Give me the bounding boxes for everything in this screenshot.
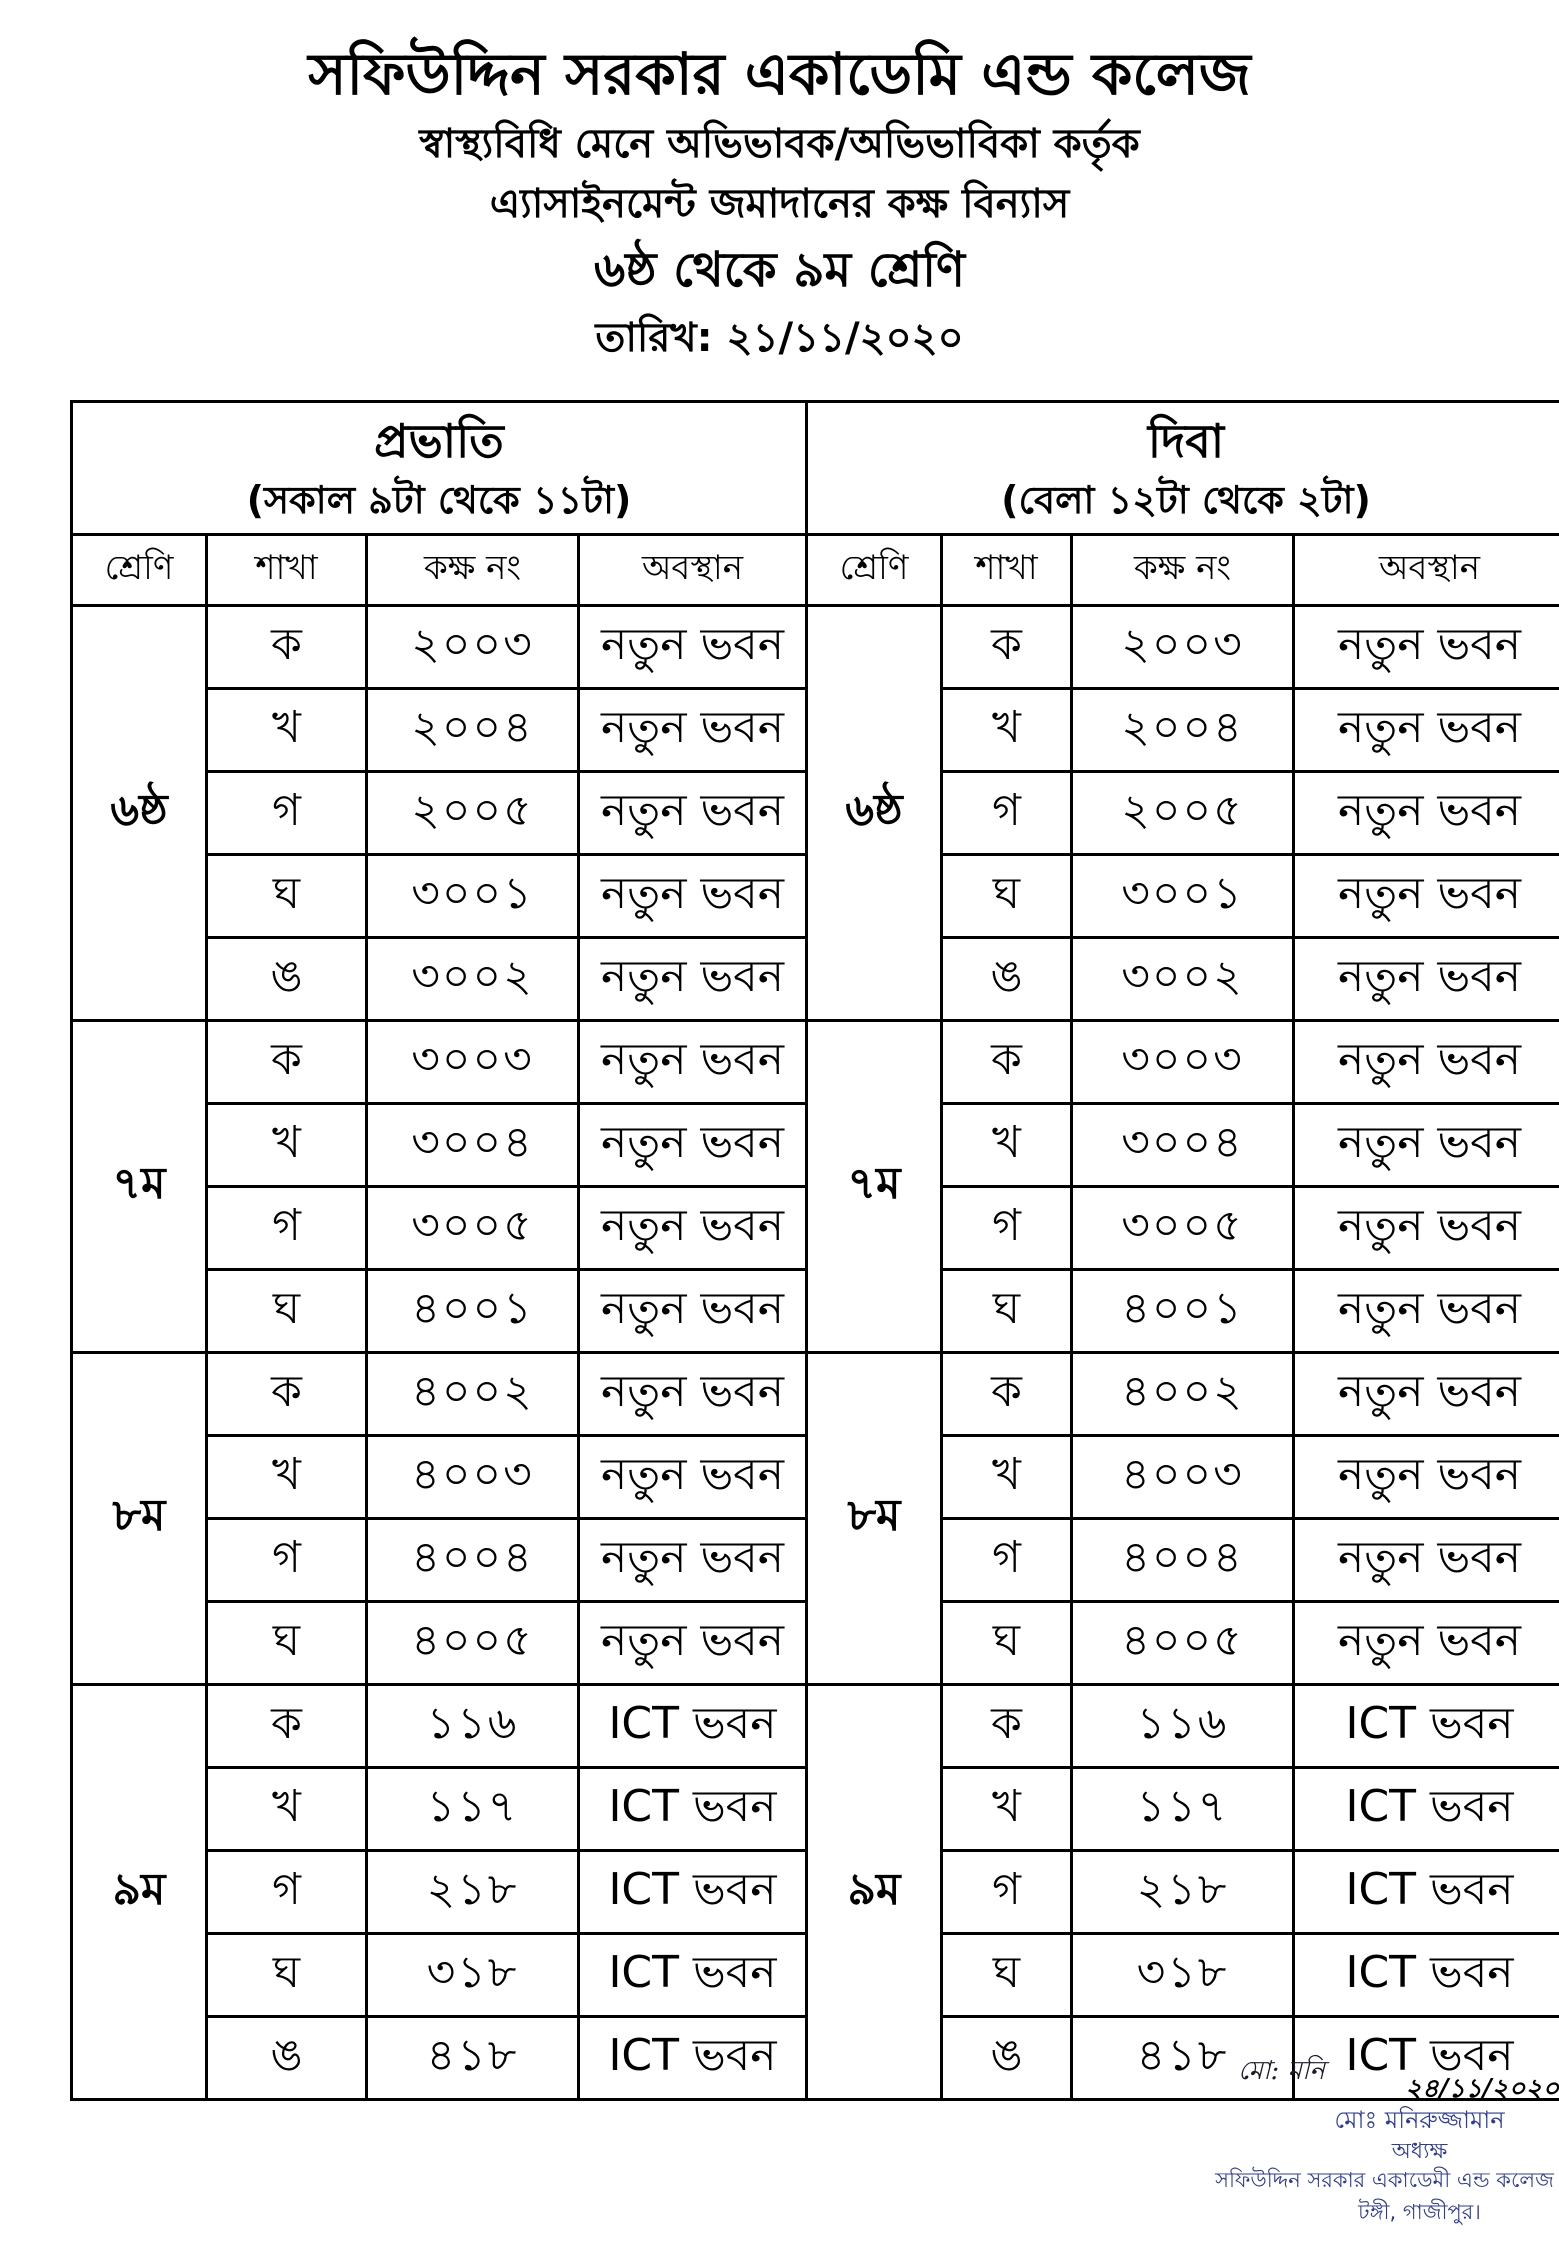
morning-section-cell: গ <box>207 772 367 855</box>
morning-section-cell: গ <box>207 1851 367 1934</box>
morning-section-cell: ঘ <box>207 855 367 938</box>
morning-room-cell: ৩০০১ <box>367 855 579 938</box>
day-section-cell: ঘ <box>942 1270 1072 1353</box>
column-header-location: অবস্থান <box>1294 535 1559 606</box>
morning-location-cell: ICT ভবন <box>579 1851 807 1934</box>
day-section-cell: ক <box>942 1353 1072 1436</box>
day-room-cell: ৪১৮ <box>1072 2017 1294 2100</box>
morning-room-cell: ৪০০৪ <box>367 1519 579 1602</box>
principal-signature: মো: মনি <box>1238 2056 1325 2086</box>
column-header-section: শাখা <box>942 535 1072 606</box>
day-section-cell: খ <box>942 1436 1072 1519</box>
morning-location-cell: নতুন ভবন <box>579 689 807 772</box>
morning-location-cell: নতুন ভবন <box>579 938 807 1021</box>
day-grade-cell: ৯ম <box>807 1685 942 2100</box>
column-header-location: অবস্থান <box>579 535 807 606</box>
morning-section-cell: খ <box>207 1768 367 1851</box>
morning-section-cell: খ <box>207 689 367 772</box>
morning-location-cell: নতুন ভবন <box>579 1187 807 1270</box>
day-room-cell: ৩১৮ <box>1072 1934 1294 2017</box>
day-room-cell: ৩০০২ <box>1072 938 1294 1021</box>
day-section-cell: ঘ <box>942 855 1072 938</box>
morning-room-cell: ৪১৮ <box>367 2017 579 2100</box>
morning-room-cell: ৪০০৫ <box>367 1602 579 1685</box>
day-section-cell: গ <box>942 1851 1072 1934</box>
morning-shift-time: (সকাল ৯টা থেকে ১১টা) <box>246 477 632 522</box>
morning-room-cell: ২০০৩ <box>367 606 579 689</box>
morning-section-cell: ঙ <box>207 2017 367 2100</box>
roster-body <box>72 606 1559 2100</box>
morning-room-cell: ১১৬ <box>367 1685 579 1768</box>
day-section-cell: খ <box>942 1104 1072 1187</box>
morning-room-cell: ২০০৫ <box>367 772 579 855</box>
morning-room-cell: ৪০০২ <box>367 1353 579 1436</box>
column-header-grade: শ্রেণি <box>807 535 942 606</box>
day-room-cell: ২০০৫ <box>1072 772 1294 855</box>
morning-location-cell: নতুন ভবন <box>579 1353 807 1436</box>
day-location-cell: নতুন ভবন <box>1294 689 1559 772</box>
column-header-room: কক্ষ নং <box>367 535 579 606</box>
day-shift-name: দিবা <box>1147 414 1225 469</box>
day-room-cell: ৪০০৫ <box>1072 1602 1294 1685</box>
morning-section-cell: ক <box>207 1021 367 1104</box>
day-location-cell: ICT ভবন <box>1294 1934 1559 2017</box>
day-room-cell: ৩০০৪ <box>1072 1104 1294 1187</box>
day-location-cell: নতুন ভবন <box>1294 1187 1559 1270</box>
morning-location-cell: নতুন ভবন <box>579 1436 807 1519</box>
day-location-cell: নতুন ভবন <box>1294 1436 1559 1519</box>
column-header-room: কক্ষ নং <box>1072 535 1294 606</box>
day-section-cell: ক <box>942 1021 1072 1104</box>
day-location-cell: নতুন ভবন <box>1294 1270 1559 1353</box>
day-section-cell: ঙ <box>942 2017 1072 2100</box>
morning-room-cell: ২০০৪ <box>367 689 579 772</box>
day-section-cell: গ <box>942 1519 1072 1602</box>
day-room-cell: ৪০০১ <box>1072 1270 1294 1353</box>
morning-grade-cell: ৮ম <box>72 1353 207 1685</box>
morning-room-cell: ৩০০২ <box>367 938 579 1021</box>
room-allocation-table <box>70 400 1559 2101</box>
morning-location-cell: ICT ভবন <box>579 1685 807 1768</box>
morning-room-cell: ৩১৮ <box>367 1934 579 2017</box>
table-row <box>72 606 1559 689</box>
day-section-cell: গ <box>942 772 1072 855</box>
notice-date: তারিখ: ২১/১১/২০২০ <box>595 315 964 361</box>
stamp-title: অধ্যক্ষ <box>1391 2139 1448 2164</box>
morning-location-cell: নতুন ভবন <box>579 772 807 855</box>
day-location-cell: ICT ভবন <box>1294 1768 1559 1851</box>
day-location-cell: ICT ভবন <box>1294 2017 1559 2100</box>
day-section-cell: ক <box>942 606 1072 689</box>
morning-section-cell: ঙ <box>207 938 367 1021</box>
morning-section-cell: খ <box>207 1436 367 1519</box>
day-section-cell: ঘ <box>942 1602 1072 1685</box>
day-room-cell: ৪০০৩ <box>1072 1436 1294 1519</box>
day-location-cell: নতুন ভবন <box>1294 1602 1559 1685</box>
morning-room-cell: ৪০০৩ <box>367 1436 579 1519</box>
morning-location-cell: ICT ভবন <box>579 1768 807 1851</box>
morning-shift-header <box>72 402 807 535</box>
day-section-cell: ঘ <box>942 1934 1072 2017</box>
morning-section-cell: ঘ <box>207 1602 367 1685</box>
day-location-cell: নতুন ভবন <box>1294 1104 1559 1187</box>
morning-room-cell: ১১৭ <box>367 1768 579 1851</box>
day-location-cell: নতুন ভবন <box>1294 1519 1559 1602</box>
morning-section-cell: গ <box>207 1187 367 1270</box>
day-location-cell: নতুন ভবন <box>1294 1353 1559 1436</box>
morning-location-cell: নতুন ভবন <box>579 1021 807 1104</box>
morning-section-cell: খ <box>207 1104 367 1187</box>
morning-location-cell: নতুন ভবন <box>579 855 807 938</box>
table-row <box>72 1685 1559 1768</box>
morning-section-cell: ক <box>207 606 367 689</box>
morning-location-cell: ICT ভবন <box>579 2017 807 2100</box>
day-location-cell: ICT ভবন <box>1294 1851 1559 1934</box>
day-room-cell: ৩০০১ <box>1072 855 1294 938</box>
morning-room-cell: ৩০০৩ <box>367 1021 579 1104</box>
morning-section-cell: ঘ <box>207 1934 367 2017</box>
day-room-cell: ৪০০৪ <box>1072 1519 1294 1602</box>
morning-shift-name: প্রভাতি <box>374 414 504 469</box>
morning-room-cell: ৩০০৪ <box>367 1104 579 1187</box>
day-room-cell: ২১৮ <box>1072 1851 1294 1934</box>
morning-location-cell: নতুন ভবন <box>579 1602 807 1685</box>
day-location-cell: নতুন ভবন <box>1294 1021 1559 1104</box>
column-header-grade: শ্রেণি <box>72 535 207 606</box>
day-grade-cell: ৭ম <box>807 1021 942 1353</box>
day-location-cell: নতুন ভবন <box>1294 772 1559 855</box>
institution-title: সফিউদ্দিন সরকার একাডেমি এন্ড কলেজ <box>308 40 1251 108</box>
morning-section-cell: ঘ <box>207 1270 367 1353</box>
day-room-cell: ২০০৩ <box>1072 606 1294 689</box>
day-location-cell: নতুন ভবন <box>1294 938 1559 1021</box>
stamp-location: টঙ্গী, গাজীপুর। <box>1358 2200 1481 2224</box>
morning-location-cell: নতুন ভবন <box>579 1104 807 1187</box>
morning-location-cell: নতুন ভবন <box>579 1270 807 1353</box>
morning-room-cell: ৩০০৫ <box>367 1187 579 1270</box>
stamp-name: মোঃ মনিরুজ্জামান <box>1334 2106 1505 2134</box>
day-section-cell: খ <box>942 1768 1072 1851</box>
morning-room-cell: ৪০০১ <box>367 1270 579 1353</box>
day-location-cell: ICT ভবন <box>1294 1685 1559 1768</box>
day-section-cell: গ <box>942 1187 1072 1270</box>
morning-location-cell: ICT ভবন <box>579 1934 807 2017</box>
day-grade-cell: ৬ষ্ঠ <box>807 606 942 1021</box>
notice-heading: এ্যাসাইনমেন্ট জমাদানের কক্ষ বিন্যাস <box>489 181 1070 227</box>
morning-room-cell: ২১৮ <box>367 1851 579 1934</box>
morning-section-cell: ক <box>207 1685 367 1768</box>
day-room-cell: ১১৬ <box>1072 1685 1294 1768</box>
notice-subtitle: স্বাস্থ্যবিধি মেনে অভিভাবক/অভিভাবিকা কর্তৃক <box>419 121 1140 167</box>
signature-date: ২৪/১১/২০২০ <box>1405 2074 1559 2104</box>
day-section-cell: ঙ <box>942 938 1072 1021</box>
morning-section-cell: গ <box>207 1519 367 1602</box>
stamp-institution: সফিউদ্দিন সরকার একাডেমী এন্ড কলেজ <box>1215 2168 1554 2192</box>
day-grade-cell: ৮ম <box>807 1353 942 1685</box>
morning-section-cell: ক <box>207 1353 367 1436</box>
day-room-cell: ৩০০৩ <box>1072 1021 1294 1104</box>
day-room-cell: ৩০০৫ <box>1072 1187 1294 1270</box>
day-room-cell: ৪০০২ <box>1072 1353 1294 1436</box>
day-room-cell: ২০০৪ <box>1072 689 1294 772</box>
day-section-cell: খ <box>942 689 1072 772</box>
morning-location-cell: নতুন ভবন <box>579 1519 807 1602</box>
morning-grade-cell: ৭ম <box>72 1021 207 1353</box>
morning-grade-cell: ৯ম <box>72 1685 207 2100</box>
day-shift-header <box>807 402 1559 535</box>
class-range: ৬ষ্ঠ থেকে ৯ম শ্রেণি <box>594 242 965 298</box>
day-room-cell: ১১৭ <box>1072 1768 1294 1851</box>
table-row <box>72 1353 1559 1436</box>
day-location-cell: নতুন ভবন <box>1294 606 1559 689</box>
column-header-section: শাখা <box>207 535 367 606</box>
day-section-cell: ক <box>942 1685 1072 1768</box>
day-shift-time: (বেলা ১২টা থেকে ২টা) <box>1001 477 1371 522</box>
day-location-cell: নতুন ভবন <box>1294 855 1559 938</box>
morning-location-cell: নতুন ভবন <box>579 606 807 689</box>
morning-grade-cell: ৬ষ্ঠ <box>72 606 207 1021</box>
table-row <box>72 1021 1559 1104</box>
